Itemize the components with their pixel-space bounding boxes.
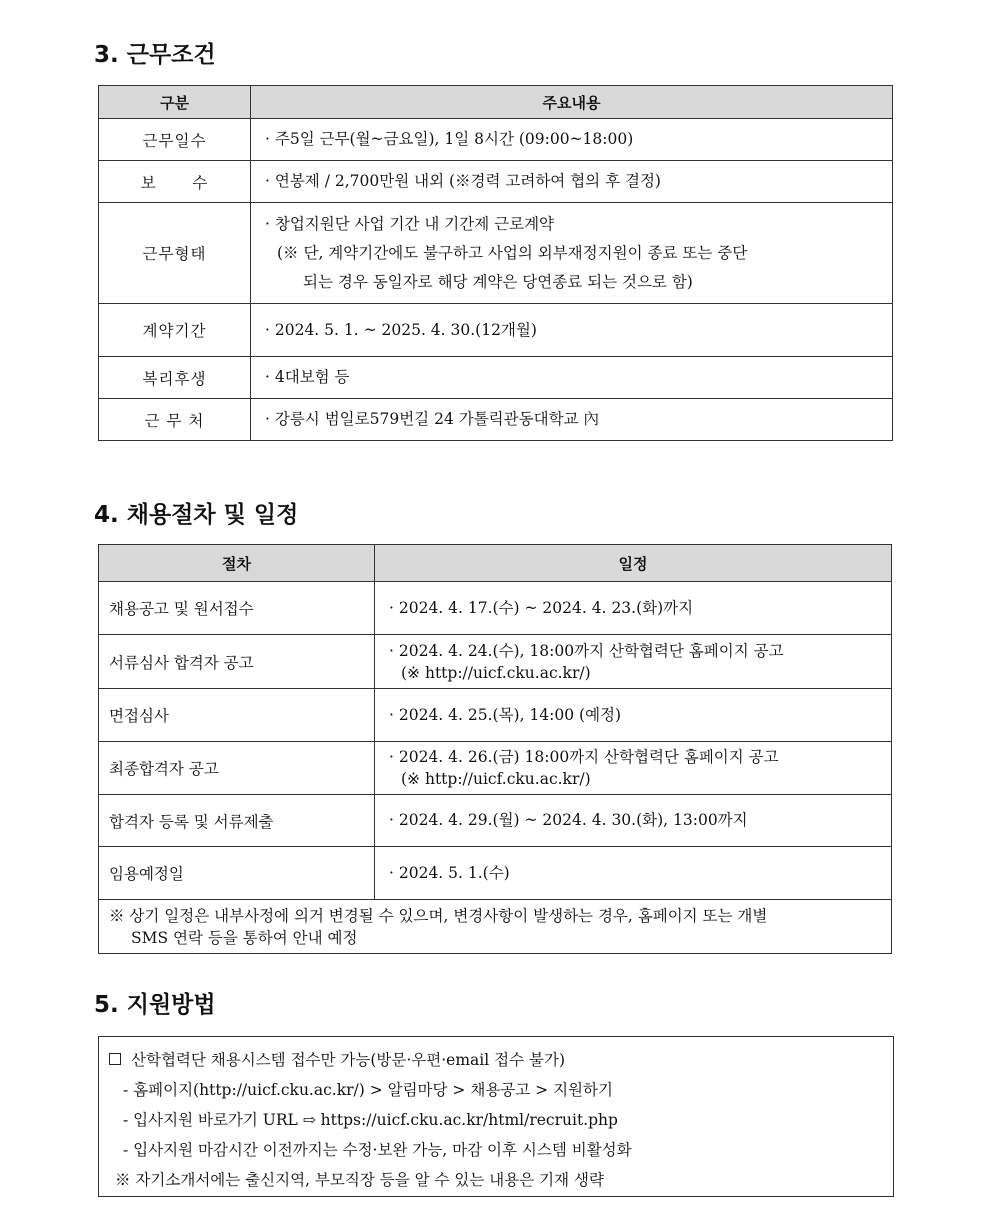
table-row xyxy=(99,582,892,635)
header-schedule: 일정 xyxy=(375,545,892,582)
row-label: 복리후생 xyxy=(99,357,251,399)
row-label: 근무일수 xyxy=(99,119,251,161)
table-row xyxy=(99,399,893,441)
apply-line-text: 산학협력단 채용시스템 접수만 가능(방문·우편·email 접수 불가) xyxy=(131,1051,565,1069)
step-schedule: · 2024. 4. 17.(수) ~ 2024. 4. 23.(화)까지 xyxy=(375,582,892,635)
application-method-box xyxy=(98,1036,894,1197)
step-label: 최종합격자 공고 xyxy=(99,742,375,795)
section4-title: 4. 채용절차 및 일정 xyxy=(94,502,299,528)
step-label: 서류심사 합격자 공고 xyxy=(99,635,375,689)
step-label: 임용예정일 xyxy=(99,847,375,900)
table-row xyxy=(99,119,893,161)
step-label: 합격자 등록 및 서류제출 xyxy=(99,795,375,847)
table-row xyxy=(99,203,893,304)
apply-line-deadline: - 입사지원 마감시간 이전까지는 수정·보완 가능, 마감 이후 시스템 비활성화 xyxy=(123,1141,632,1159)
header-content: 주요내용 xyxy=(251,86,893,119)
table-row xyxy=(99,635,892,689)
content-line: 되는 경우 동일자로 해당 계약은 당연종료 되는 것으로 함) xyxy=(303,272,693,291)
step-schedule xyxy=(375,742,892,795)
section3-title: 3. 근무조건 xyxy=(94,42,216,68)
table-row xyxy=(99,847,892,900)
header-step: 절차 xyxy=(99,545,375,582)
apply-line-url[interactable]: - 입사지원 바로가기 URL ⇨ https://uicf.cku.ac.kr/html/recruit.php xyxy=(123,1111,618,1129)
table-header-row xyxy=(99,545,892,582)
row-label: 근무형태 xyxy=(99,203,251,304)
table-row xyxy=(99,304,893,357)
table-row xyxy=(99,161,893,203)
step-schedule xyxy=(375,635,892,689)
work-conditions-table xyxy=(98,85,893,441)
note-line: ※ 상기 일정은 내부사정에 의거 변경될 수 있으며, 변경사항이 발생하는 경우, 홈페이지 또는 개별 xyxy=(109,906,768,925)
row-content: · 2024. 5. 1. ~ 2025. 4. 30.(12개월) xyxy=(251,304,893,357)
apply-line-main xyxy=(109,1045,883,1075)
step-schedule: · 2024. 5. 1.(수) xyxy=(375,847,892,900)
schedule-url[interactable]: (※ http://uicf.cku.ac.kr/) xyxy=(401,663,591,682)
section5-title: 5. 지원방법 xyxy=(94,992,216,1018)
note-row xyxy=(99,900,892,954)
header-category: 구분 xyxy=(99,86,251,119)
row-content: · 강릉시 범일로579번길 24 가톨릭관동대학교 內 xyxy=(251,399,893,441)
content-line: (※ 단, 계약기간에도 불구하고 사업의 외부재정지원이 종료 또는 중단 xyxy=(277,243,748,262)
row-content: · 4대보험 등 xyxy=(251,357,893,399)
row-label: 보 수 xyxy=(99,161,251,203)
table-row xyxy=(99,689,892,742)
schedule-table xyxy=(98,544,892,954)
row-label: 근 무 처 xyxy=(99,399,251,441)
schedule-note xyxy=(99,900,892,954)
row-content: · 연봉제 / 2,700만원 내외 (※경력 고려하여 협의 후 결정) xyxy=(251,161,893,203)
row-content xyxy=(251,203,893,304)
step-label: 면접심사 xyxy=(99,689,375,742)
content-line: · 창업지원단 사업 기간 내 기간제 근로계약 xyxy=(265,214,555,233)
schedule-url[interactable]: (※ http://uicf.cku.ac.kr/) xyxy=(401,770,591,788)
step-schedule: · 2024. 4. 25.(목), 14:00 (예정) xyxy=(375,689,892,742)
row-label: 계약기간 xyxy=(99,304,251,357)
note-line: SMS 연락 등을 통하여 안내 예정 xyxy=(131,928,358,947)
apply-line-note: ※ 자기소개서에는 출신지역, 부모직장 등을 알 수 있는 내용은 기재 생략 xyxy=(115,1171,604,1189)
checkbox-square-icon xyxy=(109,1053,121,1065)
table-row xyxy=(99,795,892,847)
table-row xyxy=(99,742,892,795)
schedule-line: · 2024. 4. 24.(수), 18:00까지 산학협력단 홈페이지 공고 xyxy=(389,641,784,660)
apply-line-homepage[interactable]: - 홈페이지(http://uicf.cku.ac.kr/) > 알림마당 > 채용공고 > 지원하기 xyxy=(123,1081,613,1099)
step-schedule: · 2024. 4. 29.(월) ~ 2024. 4. 30.(화), 13:00까지 xyxy=(375,795,892,847)
row-content: · 주5일 근무(월~금요일), 1일 8시간 (09:00~18:00) xyxy=(251,119,893,161)
step-label: 채용공고 및 원서접수 xyxy=(99,582,375,635)
schedule-line: · 2024. 4. 26.(금) 18:00까지 산학협력단 홈페이지 공고 xyxy=(389,748,779,766)
table-row xyxy=(99,357,893,399)
table-header-row xyxy=(99,86,893,119)
